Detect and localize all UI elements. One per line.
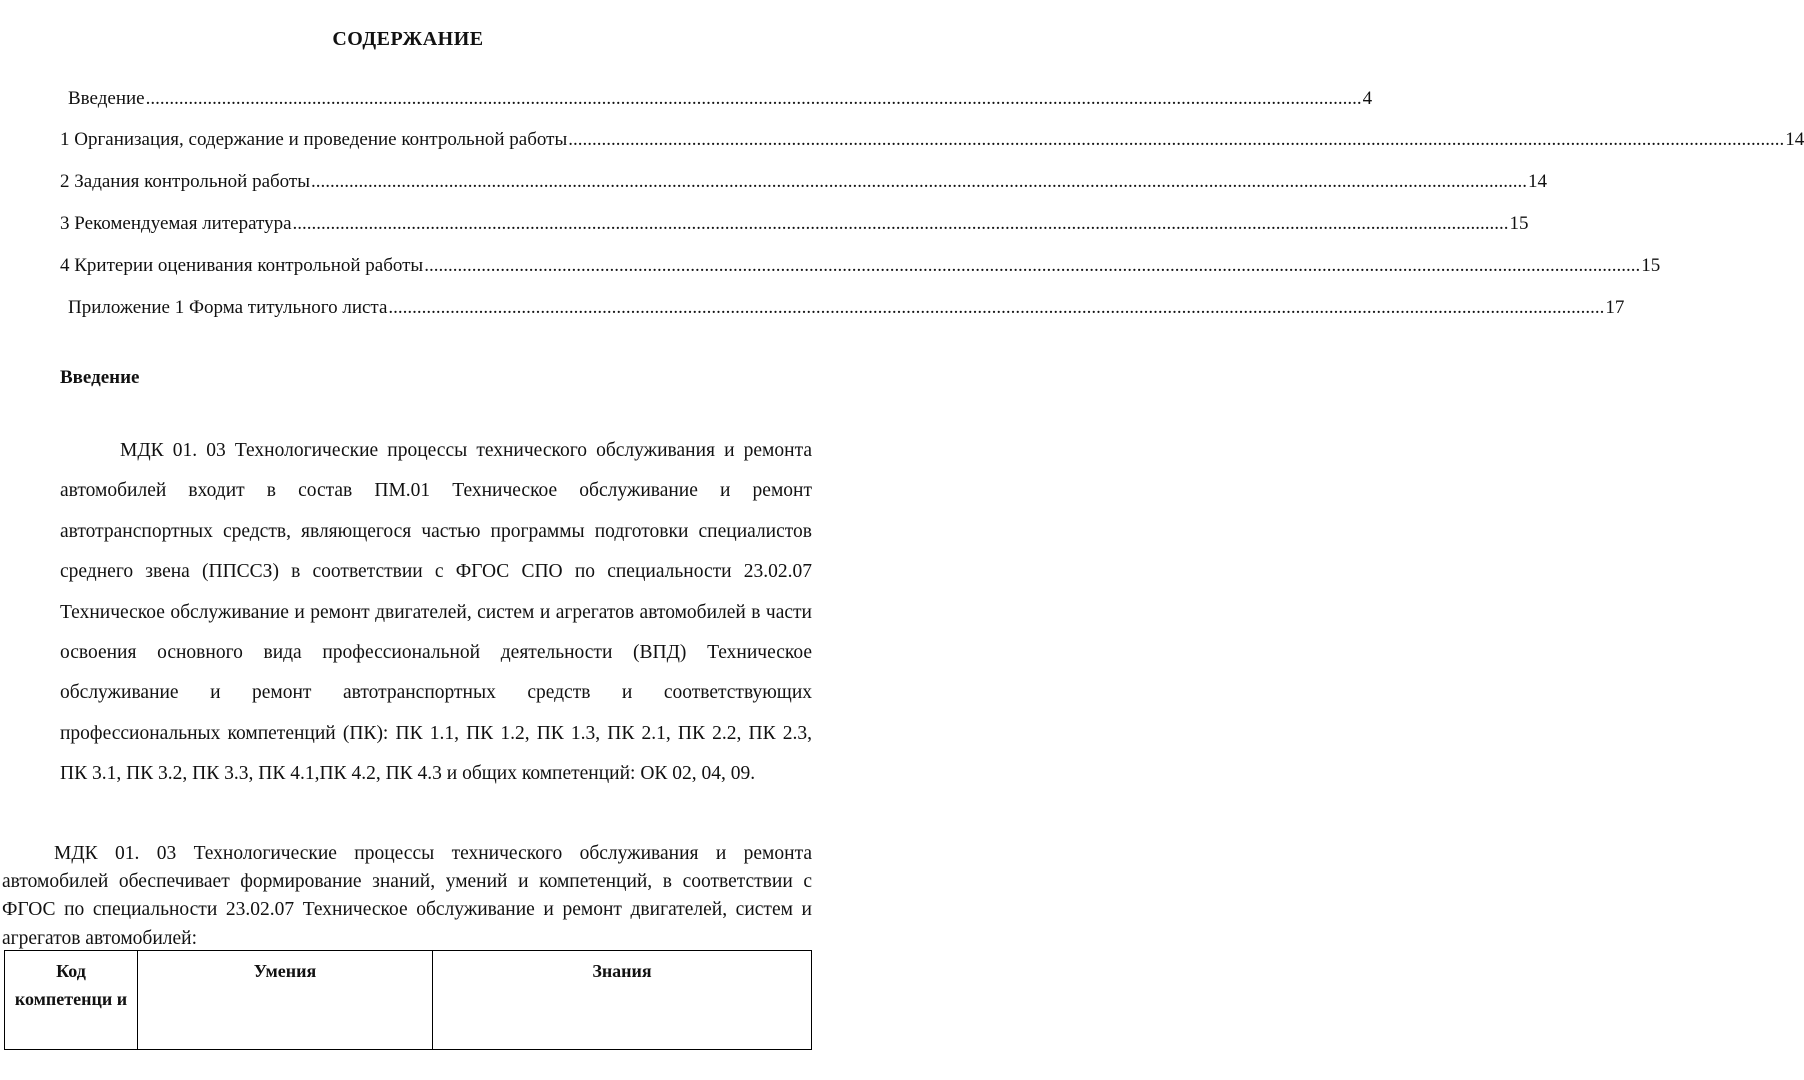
intro-paragraph-2: МДК 01. 03 Технологические процессы технического обслуживания и ремонта автомобилей обеспечивает формирование знаний, умений и компетенций, в соответствии с ФГОС по специальности 23.02.07 Техническое обслуживание и ремонт двигателей, систем и агрегатов автомобилей: bbox=[2, 843, 812, 949]
competencies-table bbox=[4, 950, 812, 1050]
toc-item-literature[interactable] bbox=[60, 213, 1529, 239]
toc-item-page: 15 bbox=[1641, 255, 1661, 276]
section-heading-introduction: Введение bbox=[60, 367, 140, 388]
toc-item-tasks[interactable] bbox=[60, 171, 1547, 197]
column-header-code: Код компетенци и bbox=[5, 951, 138, 1050]
toc-item-page: 14 bbox=[1528, 171, 1547, 192]
toc-leader-dots: ................................................................................................................................................................................................................................................................ bbox=[292, 213, 1509, 234]
toc-item-page: 17 bbox=[1605, 297, 1625, 318]
toc-item-criteria[interactable] bbox=[60, 255, 1661, 281]
toc-item-appendix[interactable] bbox=[68, 297, 1625, 323]
column-header-skills: Умения bbox=[138, 951, 433, 1050]
toc-item-page: 14 bbox=[1785, 129, 1804, 150]
table-header-row bbox=[5, 951, 812, 1050]
toc-item-label: 1 Организация, содержание и проведение контрольной работы bbox=[60, 129, 568, 150]
toc-item-label: 2 Задания контрольной работы bbox=[60, 171, 310, 192]
toc-leader-dots: ................................................................................................................................................................................................................................................................ bbox=[145, 88, 1362, 109]
toc-leader-dots: ................................................................................................................................................................................................................................................................ bbox=[388, 297, 1605, 318]
toc-item-label: Приложение 1 Форма титульного листа bbox=[68, 297, 388, 318]
toc-item-label: 4 Критерии оценивания контрольной работы bbox=[60, 255, 424, 276]
toc-item-page: 15 bbox=[1509, 213, 1529, 234]
toc-item-introduction[interactable] bbox=[68, 88, 1373, 114]
intro-paragraph-1: МДК 01. 03 Технологические процессы технического обслуживания и ремонта автомобилей входит в состав ПМ.01 Техническое обслуживание и ремонт автотранспортных средств, являющегося частью программы подготовки специалистов среднего звена (ППССЗ) в соответствии с ФГОС СПО по специальности 23.02.07 Техническое обслуживание и ремонт двигателей, систем и агрегатов автомобилей в части освоения основного вида профессиональной деятельности (ВПД) Техническое обслуживание и ремонт автотранспортных средств и соответствующих профессиональных компетенций (ПК): ПК 1.1, ПК 1.2, ПК 1.3, ПК 2.1, ПК 2.2, ПК 2.3, ПК 3.1, ПК 3.2, ПК 3.3, ПК 4.1,ПК 4.2, ПК 4.3 и общих компетенций: ОК 02, 04, 09. bbox=[60, 440, 812, 785]
column-header-knowledge: Знания bbox=[433, 951, 812, 1050]
toc-item-organization[interactable] bbox=[60, 129, 1804, 155]
toc-leader-dots: ................................................................................................................................................................................................................................................................ bbox=[424, 255, 1641, 276]
toc-leader-dots: ................................................................................................................................................................................................................................................................ bbox=[311, 171, 1527, 192]
toc-leader-dots: ................................................................................................................................................................................................................................................................ bbox=[568, 129, 1785, 150]
toc-item-page: 4 bbox=[1362, 88, 1373, 109]
toc-item-label: Введение bbox=[68, 88, 145, 109]
toc-item-label: 3 Рекомендуемая литература bbox=[60, 213, 292, 234]
page-title: СОДЕРЖАНИЕ bbox=[332, 28, 484, 50]
